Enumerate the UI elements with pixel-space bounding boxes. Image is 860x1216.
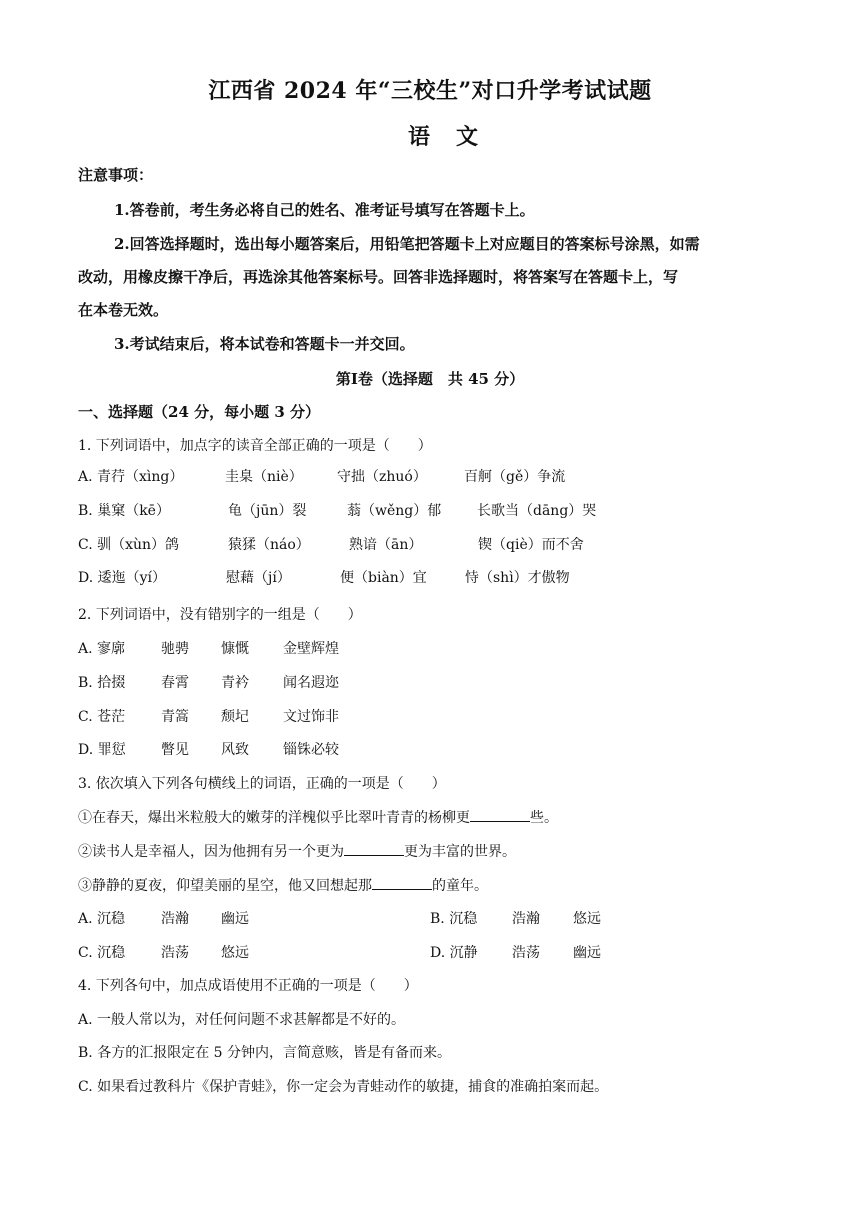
q3-sentence-2-part-b: 更为丰富的世界。 [404,844,516,860]
q1-a-3: 守拙（zhuó） [337,469,427,485]
part-heading: 第Ⅰ卷（选择题 共 45 分） [335,370,525,388]
q3-sentence-2-part-a: ②读书人是幸福人，因为他拥有另一个更为 [78,844,344,860]
q1-d-2: 慰藉（jí） [226,570,291,586]
q3-sentence-3 [78,875,488,895]
q2-b-2: 春霄 [161,675,189,691]
q2-c-3: 颓圮 [221,709,249,725]
note-item-2-line-1: 2.回答选择题时，选出每小题答案后，用铅笔把答题卡上对应题目的答案标号涂黑，如需 [114,235,700,253]
q4-option-b: B. 各方的汇报限定在 5 分钟内，言简意赅，皆是有备而来。 [78,1045,451,1061]
q3-d-2: 浩荡 [512,945,540,961]
q1-d-3: 便（biàn）宜 [340,570,427,586]
q3-sentence-1-part-b: 些。 [530,810,558,826]
q2-a-2: 驰骋 [161,641,189,657]
q1-c-2: 猿猱（náo） [228,537,310,553]
q1-b-3: 蓊（wěng）郁 [347,503,442,519]
q2-c-1: C. 苍茫 [78,709,126,725]
q2-c-4: 文过饰非 [283,709,339,725]
question-2-stem: 2. 下列词语中，没有错别字的一组是（ ） [78,607,362,623]
q3-b-2: 浩瀚 [512,911,540,927]
q2-c-2: 青篙 [161,709,189,725]
q2-b-1: B. 拾掇 [78,675,126,691]
q1-c-3: 熟谙（ān） [349,537,423,553]
note-item-3: 3.考试结束后，将本试卷和答题卡一并交回。 [114,335,415,353]
note-item-2-line-2: 改动，用橡皮擦干净后，再选涂其他答案标号。回答非选择题时，将答案写在答题卡上，写 [78,268,679,286]
q3-sentence-3-part-b: 的童年。 [432,878,488,894]
q4-option-a: A. 一般人常以为，对任何问题不求甚解都是不好的。 [78,1012,406,1028]
q4-option-c: C. 如果看过教科片《保护青蛙》，你一定会为青蛙动作的敏捷，捕食的准确拍案而起。 [78,1079,609,1095]
q2-d-3: 风致 [221,742,249,758]
q3-d-1: D. 沉静 [430,945,478,961]
q2-d-4: 锱铢必较 [283,742,339,758]
q2-b-4: 闻名遐迩 [283,675,339,691]
q3-blank-2 [344,843,404,856]
q3-a-3: 幽远 [221,911,249,927]
q3-sentence-2 [78,841,516,861]
q3-a-1: A. 沉稳 [78,911,126,927]
q3-c-3: 悠远 [221,945,249,961]
q3-c-2: 浩荡 [161,945,189,961]
q3-sentence-1 [78,807,558,827]
q1-b-2: 龟（jūn）裂 [228,503,307,519]
q1-b-4: 长歌当（dāng）哭 [477,503,597,519]
q2-d-1: D. 罪愆 [78,742,126,758]
section-heading: 一、选择题（24 分，每小题 3 分） [78,403,320,421]
subject-title: 语文 [407,124,504,150]
q3-sentence-1-part-a: ①在春天，爆出米粒般大的嫩芽的洋槐似乎比翠叶青青的杨柳更 [78,810,470,826]
q1-c-1: C. 驯（xùn）鸽 [78,537,180,553]
q2-a-3: 慷慨 [221,641,249,657]
q3-b-1: B. 沉稳 [430,911,478,927]
q1-c-4: 锲（qiè）而不舍 [478,537,584,553]
q3-blank-3 [372,877,432,890]
q1-d-1: D. 逶迤（yí） [78,570,167,586]
q3-sentence-3-part-a: ③静静的夏夜，仰望美丽的星空，他又回想起那 [78,878,372,894]
q3-c-1: C. 沉稳 [78,945,126,961]
notes-heading: 注意事项： [78,166,154,184]
q1-d-4: 恃（shì）才傲物 [465,570,570,586]
q3-a-2: 浩瀚 [161,911,189,927]
q2-a-1: A. 寥廓 [78,641,126,657]
question-3-stem: 3. 依次填入下列各句横线上的词语，正确的一项是（ ） [78,776,446,792]
q3-d-3: 幽远 [573,945,601,961]
q2-d-2: 瞥见 [161,742,189,758]
exam-title: 江西省 2024 年“三校生”对口升学考试试题 [208,78,652,104]
q1-b-1: B. 巢窠（kē） [78,503,170,519]
q2-b-3: 青衿 [221,675,249,691]
note-item-1: 1.答卷前，考生务必将自己的姓名、准考证号填写在答题卡上。 [114,201,535,219]
q3-b-3: 悠远 [573,911,601,927]
question-1-stem: 1. 下列词语中，加点字的读音全部正确的一项是（ ） [78,438,432,454]
question-4-stem: 4. 下列各句中，加点成语使用不正确的一项是（ ） [78,978,418,994]
q1-a-4: 百舸（gě）争流 [464,469,566,485]
q3-blank-1 [470,809,530,822]
q1-a-2: 圭臬（niè） [225,469,303,485]
q2-a-4: 金壁辉煌 [283,641,339,657]
note-item-2-line-3: 在本卷无效。 [78,301,169,319]
q1-a-1: A. 青荇（xìng） [78,469,184,485]
